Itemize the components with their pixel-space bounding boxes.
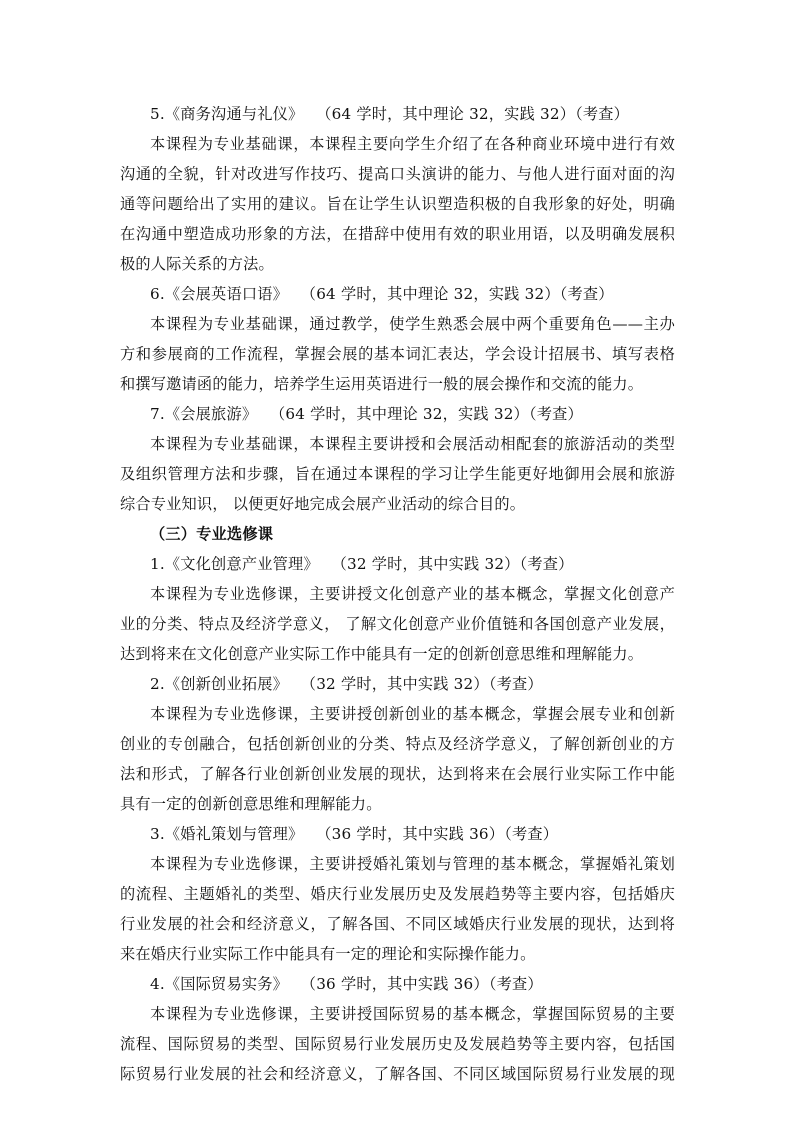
- paragraph-line: 本课程为专业基础课，本课程主要讲授和会展活动相配套的旅游活动的类型: [150, 435, 675, 453]
- paragraph-line: 通等问题给出了实用的建议。旨在让学生认识塑造积极的自我形象的好处，明确: [120, 195, 675, 213]
- paragraph-line: 本课程为专业选修课，主要讲授国际贸易的基本概念，掌握国际贸易的主要: [150, 1005, 675, 1023]
- course-heading-6: 6.《会展英语口语》 （64 学时，其中理论 32，实践 32）（考查）: [150, 285, 614, 303]
- paragraph-line: 本课程为专业基础课，通过教学，使学生熟悉会展中两个重要角色——主办: [150, 315, 675, 333]
- paragraph-line: 沟通的全貌，针对改进写作技巧、提高口头演讲的能力、与他人进行面对面的沟: [120, 165, 675, 183]
- paragraph-line: 方和参展商的工作流程，掌握会展的基本词汇表达，学会设计招展书、填写表格: [120, 345, 675, 363]
- paragraph-line: 和撰写邀请函的能力，培养学生运用英语进行一般的展会操作和交流的能力。: [120, 375, 644, 393]
- paragraph-line: 极的人际关系的方法。: [120, 255, 274, 273]
- paragraph-line: 具有一定的创新创意思维和理解能力。: [120, 795, 382, 813]
- paragraph-line: 的流程、主题婚礼的类型、婚庆行业发展历史及发展趋势等主要内容，包括婚庆: [120, 885, 675, 903]
- paragraph-line: 在沟通中塑造成功形象的方法，在措辞中使用有效的职业用语，以及明确发展积: [120, 225, 675, 243]
- paragraph-line: 本课程为专业选修课，主要讲授创新创业的基本概念，掌握会展专业和创新: [150, 705, 675, 723]
- course-heading-elective-4: 4.《国际贸易实务》 （36 学时，其中实践 36）（考查）: [150, 975, 543, 993]
- course-heading-5: 5.《商务沟通与礼仪》 （64 学时，其中理论 32，实践 32）（考查）: [150, 105, 630, 123]
- course-heading-elective-2: 2.《创新创业拓展》 （32 学时，其中实践 32）（考查）: [150, 675, 543, 693]
- paragraph-line: 流程、国际贸易的类型、国际贸易行业发展历史及发展趋势等主要内容，包括国: [120, 1035, 675, 1053]
- section-heading-electives: （三）专业选修课: [150, 525, 274, 543]
- course-heading-elective-3: 3.《婚礼策划与管理》 （36 学时，其中实践 36）（考查）: [150, 825, 559, 843]
- paragraph-line: 行业发展的社会和经济意义，了解各国、不同区域婚庆行业发展的现状，达到将: [120, 915, 675, 933]
- paragraph-line: 创业的专创融合，包括创新创业的分类、特点及经济学意义，了解创新创业的方: [120, 735, 675, 753]
- paragraph-line: 本课程为专业选修课，主要讲授婚礼策划与管理的基本概念，掌握婚礼策划: [150, 855, 675, 873]
- paragraph-line: 业的分类、特点及经济学意义， 了解文化创意产业价值链和各国创意产业发展，: [120, 615, 675, 633]
- paragraph-line: 综合专业知识， 以便更好地完成会展产业活动的综合目的。: [120, 495, 526, 513]
- paragraph-line: 际贸易行业发展的社会和经济意义，了解各国、不同区域国际贸易行业发展的现: [120, 1065, 675, 1083]
- paragraph-line: 法和形式，了解各行业创新创业发展的现状，达到将来在会展行业实际工作中能: [120, 765, 675, 783]
- course-heading-elective-1: 1.《文化创意产业管理》 （32 学时，其中实践 32）（考查）: [150, 555, 574, 573]
- paragraph-line: 达到将来在文化创意产业实际工作中能具有一定的创新创意思维和理解能力。: [120, 645, 644, 663]
- course-heading-7: 7.《会展旅游》 （64 学时，其中理论 32，实践 32）（考查）: [150, 405, 583, 423]
- paragraph-line: 及组织管理方法和步骤，旨在通过本课程的学习让学生能更好地御用会展和旅游: [120, 465, 675, 483]
- paragraph-line: 本课程为专业选修课，主要讲授文化创意产业的基本概念，掌握文化创意产: [150, 585, 675, 603]
- paragraph-line: 本课程为专业基础课，本课程主要向学生介绍了在各种商业环境中进行有效: [150, 135, 675, 153]
- paragraph-line: 来在婚庆行业实际工作中能具有一定的理论和实际操作能力。: [120, 945, 536, 963]
